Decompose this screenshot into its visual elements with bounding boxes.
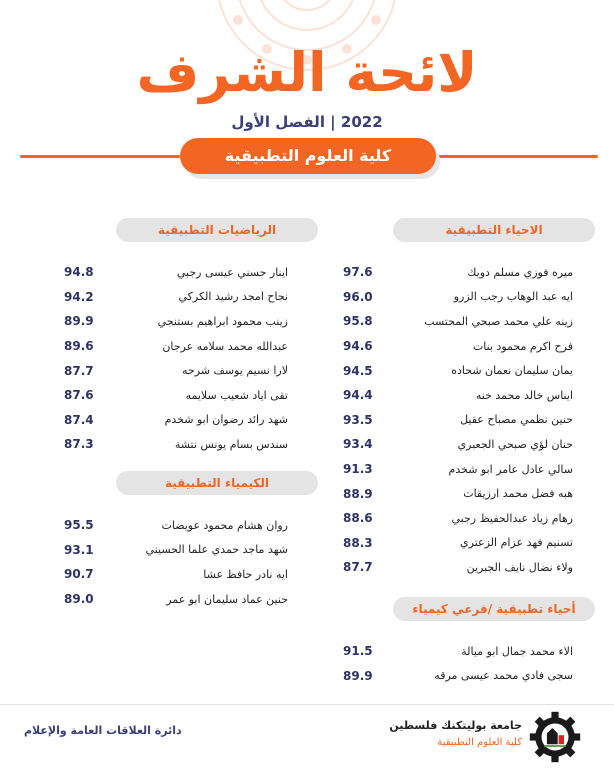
honor-row	[58, 260, 318, 285]
student-name: زينه علي محمد صبحي المحتسب	[424, 314, 573, 328]
student-score: 93.5	[343, 412, 373, 427]
student-score: 88.6	[343, 511, 373, 526]
student-score: 94.5	[343, 363, 373, 378]
student-name: شهد ماجد حمدي علما الحسيني	[145, 543, 288, 557]
student-name: سندس بسام يونس نتشة	[174, 437, 288, 451]
honor-list	[335, 260, 595, 580]
student-score: 89.6	[64, 339, 94, 354]
college-pill: كلية العلوم التطبيقية	[180, 138, 436, 174]
student-score: 87.3	[64, 437, 94, 452]
student-score: 95.5	[64, 518, 94, 533]
student-name: ايه عبد الوهاب رجب الزرو	[453, 290, 573, 304]
honor-row	[335, 309, 595, 334]
student-score: 94.8	[64, 265, 94, 280]
section-applied-chemistry	[58, 471, 318, 611]
student-score: 89.9	[64, 314, 94, 329]
honor-row	[58, 538, 318, 563]
student-score: 95.8	[343, 314, 373, 329]
student-score: 89.9	[343, 668, 373, 683]
student-name: ايناس خالد محمد خنه	[475, 388, 573, 402]
student-name: الاء محمد جمال ابو ميالة	[461, 644, 573, 658]
honor-row	[335, 664, 595, 689]
footer-department: دائرة العلاقات العامة والإعلام	[24, 724, 182, 737]
college-name: كلية العلوم التطبيقية	[437, 737, 522, 748]
honor-list	[58, 513, 318, 611]
student-name: حنين عماد سليمان ابو عمر	[166, 592, 288, 606]
section-title: الاحياء التطبيقية	[393, 218, 595, 242]
student-name: ايه نادر حافظ عشا	[203, 567, 288, 581]
student-name: هبه فضل محمد ارزيقات	[463, 487, 573, 501]
student-score: 94.2	[64, 289, 94, 304]
honor-row	[335, 555, 595, 580]
honor-row	[335, 383, 595, 408]
honor-row	[335, 432, 595, 457]
honor-row	[58, 285, 318, 310]
honor-row	[335, 260, 595, 285]
section-applied-math	[58, 218, 318, 457]
section-title: الرياضيات التطبيقية	[116, 218, 318, 242]
student-score: 88.9	[343, 486, 373, 501]
student-score: 91.5	[343, 644, 373, 659]
student-score: 91.3	[343, 462, 373, 477]
student-score: 88.3	[343, 535, 373, 550]
honor-row	[335, 457, 595, 482]
student-name: حنين نظمي مصباح عقيل	[460, 413, 573, 427]
student-score: 87.7	[64, 363, 94, 378]
student-score: 87.4	[64, 412, 94, 427]
student-name: حنان لؤي صبحي الجعبري	[457, 437, 573, 451]
header-rule-left	[20, 155, 180, 158]
university-name: جامعة بوليتكنك فلسطين	[389, 719, 522, 732]
honor-row	[335, 285, 595, 310]
student-name: لارا نسيم يوسف شرحه	[182, 364, 288, 378]
page-title: لائحة الشرف	[136, 41, 478, 104]
student-name: زينب محمود ابراهيم بستنجي	[157, 314, 288, 328]
student-name: روان هشام محمود عويضات	[161, 518, 288, 532]
student-score: 93.1	[64, 542, 94, 557]
honor-row	[335, 481, 595, 506]
honor-row	[58, 334, 318, 359]
honor-row	[58, 408, 318, 433]
student-name: نجاح امجد رشيد الكركي	[178, 290, 288, 304]
student-name: ولاء نضال نايف الجبرين	[466, 560, 573, 574]
student-score: 93.4	[343, 437, 373, 452]
student-score: 96.0	[343, 289, 373, 304]
honor-row	[58, 383, 318, 408]
student-name: اينار حسني عيسى رجبي	[176, 265, 288, 279]
footer-divider	[0, 704, 614, 705]
student-name: تسنيم فهد عزام الزعتري	[460, 536, 573, 550]
student-name: شهد رائد رضوان ابو شخدم	[164, 413, 288, 427]
student-name: سجى فادي محمد عيسى مرقه	[434, 669, 573, 683]
header-rule-right	[436, 155, 598, 158]
honor-list	[335, 639, 595, 688]
student-score: 90.7	[64, 567, 94, 582]
honor-row	[58, 587, 318, 612]
page-subtitle: 2022 | الفصل الأول	[231, 113, 383, 131]
honor-row	[335, 334, 595, 359]
honor-row	[335, 358, 595, 383]
honor-row	[58, 309, 318, 334]
student-score: 87.7	[343, 560, 373, 575]
section-biology-chem-minor	[335, 597, 595, 688]
student-score: 87.6	[64, 388, 94, 403]
student-score: 94.4	[343, 388, 373, 403]
student-score: 89.0	[64, 592, 94, 607]
honor-row	[58, 513, 318, 538]
student-name: رهام زياد عبدالحفيظ رجبي	[451, 511, 573, 525]
university-logo-icon	[528, 710, 582, 764]
student-name: ميره فوزي مسلم دويك	[467, 265, 573, 279]
honor-row	[58, 432, 318, 457]
honor-row	[335, 408, 595, 433]
section-title: الكيمياء التطبيقية	[116, 471, 318, 495]
student-name: تقى اياد شعيب سلايمه	[185, 388, 288, 402]
honor-row	[335, 531, 595, 556]
honor-row	[335, 506, 595, 531]
honor-list	[58, 260, 318, 457]
student-name: يمان سليمان نعمان شحاده	[451, 364, 573, 378]
honor-row	[58, 358, 318, 383]
student-name: فرح اكرم محمود بنات	[472, 339, 573, 353]
honor-row	[58, 562, 318, 587]
student-name: سالي عادل عامر ابو شخدم	[448, 462, 573, 476]
student-score: 97.6	[343, 265, 373, 280]
honor-row	[335, 639, 595, 664]
section-title: أحياء تطبيقية /فرعي كيمياء	[393, 597, 595, 621]
student-name: عبدالله محمد سلامه عرجان	[162, 339, 288, 353]
section-applied-biology	[335, 218, 595, 580]
student-score: 94.6	[343, 339, 373, 354]
